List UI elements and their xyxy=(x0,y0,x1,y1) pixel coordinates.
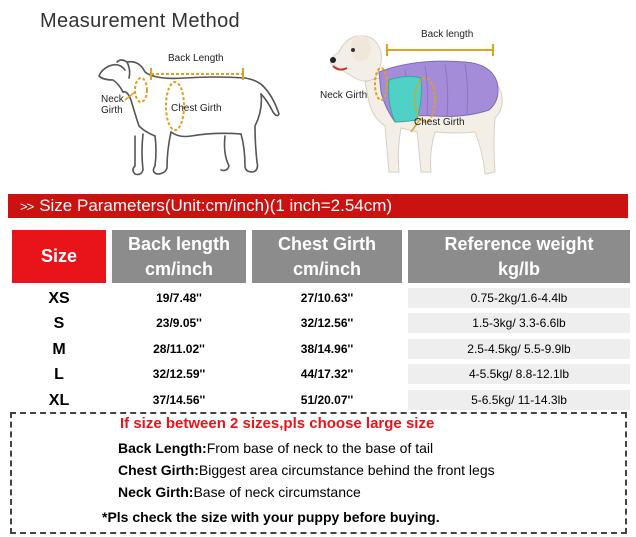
row-s-reference-weight: 1.5-3kg/ 3.3-6.6lb xyxy=(408,313,630,333)
row-m-chest-girth: 38/14.96'' xyxy=(300,342,354,356)
chest-girth-term: Chest Girth: xyxy=(118,462,199,478)
size-parameters-banner xyxy=(8,194,628,218)
dog-wearing-coat-image xyxy=(325,22,525,187)
row-xl-chest-girth: 51/20.07'' xyxy=(300,393,354,407)
row-l-chest-girth: 44/17.32'' xyxy=(300,367,354,381)
neck-girth-term: Neck Girth: xyxy=(118,484,194,500)
neck-girth-loop xyxy=(135,78,147,102)
reference-weight-header-line2: kg/lb xyxy=(497,258,540,279)
left-neck-label: Neck xyxy=(101,94,124,105)
back-length-desc: From base of neck to the base of tail xyxy=(206,440,434,456)
chest-girth-definition xyxy=(118,462,495,478)
chest-girth-desc: Biggest area circumstance behind the front legs xyxy=(198,462,495,478)
row-l-size: L xyxy=(54,366,64,383)
row-l-reference-weight: 4-5.5kg/ 8.8-12.1lb xyxy=(408,364,630,384)
reference-weight-header-line1: Reference weight xyxy=(444,233,594,254)
row-xs-chest-girth: 27/10.63'' xyxy=(300,291,354,305)
left-back-length-label: Back Length xyxy=(168,53,224,64)
right-neck-girth-label: Neck Girth xyxy=(320,90,368,101)
row-xs-back-length: 19/7.48'' xyxy=(156,291,202,305)
right-chest-girth-label: Chest Girth xyxy=(414,117,465,128)
row-xl-back-length: 37/14.56'' xyxy=(152,393,206,407)
row-xl-size: XL xyxy=(48,392,70,409)
double-chevron-right-icon: >> xyxy=(20,199,34,214)
row-m-back-length: 28/11.02'' xyxy=(153,342,205,356)
row-l-back-length: 32/12.59'' xyxy=(152,367,206,381)
back-length-column-header xyxy=(112,230,246,283)
back-length-header-line2: cm/inch xyxy=(144,258,214,279)
row-m-size: M xyxy=(52,341,66,358)
row-xs-size: XS xyxy=(48,290,70,307)
chest-girth-column-header xyxy=(252,230,402,283)
chest-girth-header-line1: Chest Girth xyxy=(277,233,376,254)
row-s-back-length: 23/9.05'' xyxy=(156,316,202,330)
row-m-reference-weight: 2.5-4.5kg/ 5.5-9.9lb xyxy=(408,339,630,359)
back-length-header-line1: Back length xyxy=(127,233,231,254)
size-warning-note: If size between 2 sizes,pls choose large size xyxy=(120,415,435,432)
chest-girth-header-line2: cm/inch xyxy=(292,258,361,279)
check-size-note: *Pls check the size with your puppy before buying. xyxy=(102,509,440,525)
measurement-method-title: Measurement Method xyxy=(40,10,240,32)
row-xl-reference-weight: 5-6.5kg/ 11-14.3lb xyxy=(408,390,630,410)
size-header-label: Size xyxy=(40,246,78,266)
back-length-term: Back Length: xyxy=(118,440,207,456)
row-s-size: S xyxy=(53,315,65,332)
size-column-header xyxy=(12,230,106,283)
row-s-chest-girth: 32/12.56'' xyxy=(300,316,354,330)
banner-text: Size Parameters(Unit:cm/inch)(1 inch=2.54cm) xyxy=(39,196,393,215)
neck-girth-definition xyxy=(118,484,361,500)
back-length-definition xyxy=(118,440,433,456)
reference-weight-column-header xyxy=(408,230,630,283)
row-xs-reference-weight: 0.75-2kg/1.6-4.4lb xyxy=(408,288,630,308)
right-back-length-label: Back length xyxy=(421,29,474,40)
neck-girth-desc: Base of neck circumstance xyxy=(193,484,361,500)
left-chest-girth-label: Chest Girth xyxy=(171,103,222,114)
left-girth-label: Girth xyxy=(101,105,123,116)
